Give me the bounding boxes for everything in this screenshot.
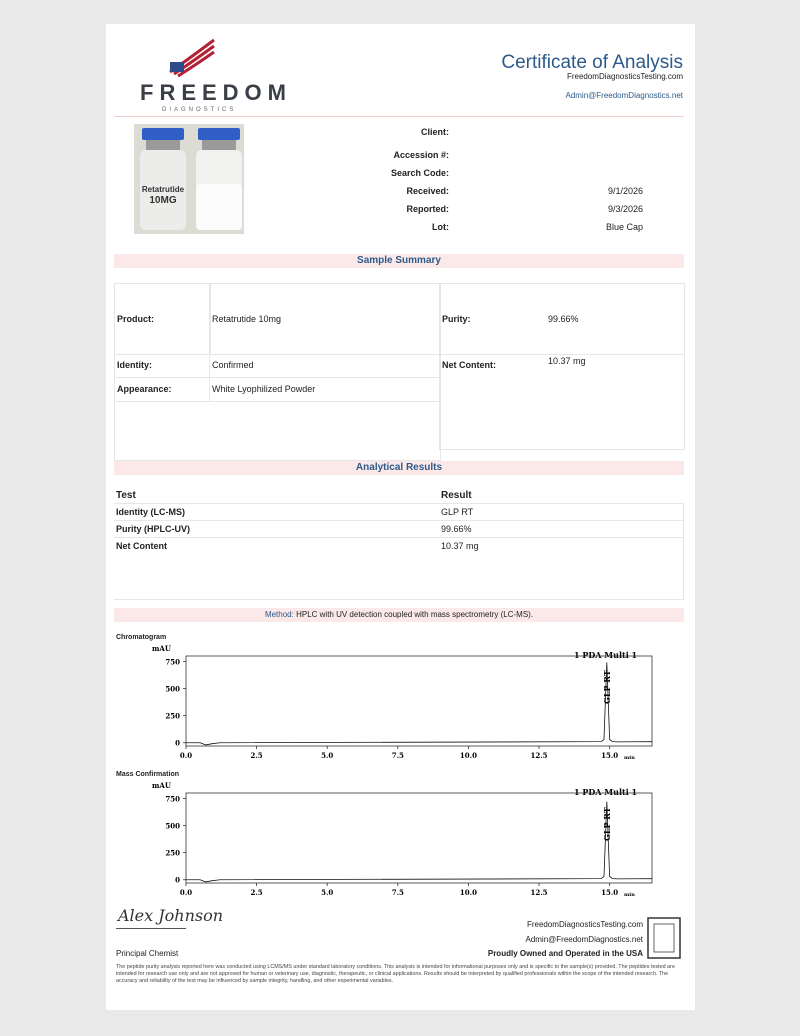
- y-tick-label: 0: [175, 738, 180, 748]
- signature: Alex Johnson: [118, 906, 224, 925]
- mass-confirmation-title: Mass Confirmation: [116, 771, 180, 778]
- x-tick-label: 0.0: [179, 751, 193, 760]
- y-tick-label: 0: [175, 875, 180, 885]
- seal-stamp: [646, 916, 682, 960]
- col-divider: [209, 353, 210, 401]
- plot-frame: [186, 656, 652, 746]
- header-email[interactable]: Admin@FreedomDiagnostics.net: [565, 91, 683, 100]
- x-tick-label: 15.0: [601, 751, 619, 760]
- x-unit-label: min: [624, 892, 635, 898]
- result-row-test: Net Content: [116, 541, 167, 551]
- x-tick-label: 10.0: [459, 751, 477, 760]
- disclaimer-text: The peptide purity analysis reported here was conducted using LCMS/MS under standard laboratory conditions. This analysis is intended for informational purposes only and is specific to the sample(s) provided. The peptides tested are intended for research use only and are not approved for human or veterinary use, diagnostic, therapeutic, or clinical applications. Results should be interpreted by qualified professionals within the scope of the intended research. The accuracy and reliability of the test may be influenced by sample integrity, handling, and other experimental variables.: [116, 964, 675, 984]
- row-divider: [114, 520, 684, 521]
- product-value: Retatrutide 10mg: [212, 314, 282, 324]
- certificate-page: [106, 24, 695, 1010]
- vials-image: [134, 124, 244, 234]
- result-row-value: GLP RT: [441, 507, 474, 517]
- document-title: Certificate of Analysis: [501, 52, 683, 73]
- summary-cell: [114, 353, 441, 461]
- analytical-results-header: Analytical Results: [114, 461, 684, 475]
- vial-label-line1: Retatrutide: [141, 185, 185, 194]
- appearance-value: White Lyophilized Powder: [212, 384, 316, 394]
- product-label: Product:: [117, 314, 154, 324]
- signer-title: Principal Chemist: [116, 949, 179, 958]
- reported-label: Reported:: [406, 204, 449, 214]
- method-banner: [114, 608, 684, 622]
- footer-tagline: Proudly Owned and Operated in the USA: [487, 949, 643, 958]
- header-divider: [114, 116, 684, 117]
- net-content-value: 10.37 mg: [548, 356, 586, 366]
- y-tick-label: 250: [165, 848, 180, 858]
- x-tick-label: 0.0: [179, 888, 193, 897]
- search-code-label: Search Code:: [390, 168, 449, 178]
- detector-label: 1 PDA Multi 1: [574, 787, 638, 797]
- y-unit-label: mAU: [152, 781, 171, 790]
- x-tick-label: 7.5: [391, 888, 404, 897]
- x-unit-label: min: [624, 755, 635, 761]
- accession-label: Accession #:: [393, 150, 449, 160]
- detector-label: 1 PDA Multi 1: [574, 650, 638, 660]
- x-tick-label: 2.5: [250, 751, 263, 760]
- received-value: 9/1/2026: [607, 186, 643, 196]
- lot-value: Blue Cap: [605, 222, 643, 232]
- method-label: Method:: [264, 610, 294, 619]
- x-tick-label: 5.0: [321, 751, 334, 760]
- result-row-test: Identity (LC-MS): [116, 507, 185, 517]
- method-text: HPLC with UV detection coupled with mass spectrometry (LC-MS).: [296, 610, 534, 619]
- result-row-test: Purity (HPLC-UV): [116, 524, 190, 534]
- plot-frame: [186, 793, 652, 883]
- x-tick-label: 12.5: [530, 751, 548, 760]
- appearance-label: Appearance:: [117, 384, 172, 394]
- result-column-header: Result: [441, 490, 472, 501]
- y-tick-label: 750: [165, 794, 180, 804]
- chromatogram-chart: [114, 642, 684, 772]
- brand-name: FREEDOM: [140, 80, 292, 105]
- reported-value: 9/3/2026: [607, 204, 643, 214]
- client-label: Client:: [421, 127, 449, 137]
- flag-swoosh-logo: [168, 38, 218, 78]
- y-tick-label: 750: [165, 657, 180, 667]
- test-column-header: Test: [116, 490, 136, 501]
- x-tick-label: 7.5: [391, 751, 404, 760]
- received-label: Received:: [406, 186, 449, 196]
- peak-label: GLP RT: [602, 807, 612, 841]
- lot-label: Lot:: [432, 222, 449, 232]
- sample-summary-header: Sample Summary: [114, 254, 684, 268]
- purity-value: 99.66%: [548, 314, 579, 324]
- footer-email[interactable]: Admin@FreedomDiagnostics.net: [525, 935, 643, 944]
- product-photo: [134, 124, 244, 234]
- header-website[interactable]: FreedomDiagnosticsTesting.com: [566, 72, 683, 81]
- mass-confirmation-chart: [114, 779, 684, 909]
- chromatogram-title: Chromatogram: [116, 634, 167, 641]
- y-tick-label: 250: [165, 711, 180, 721]
- x-tick-label: 15.0: [601, 888, 619, 897]
- x-tick-label: 12.5: [530, 888, 548, 897]
- table-border: [683, 503, 684, 599]
- row-divider: [114, 537, 684, 538]
- footer-website[interactable]: FreedomDiagnosticsTesting.com: [526, 920, 643, 929]
- series-line: [186, 663, 652, 745]
- row-divider: [114, 599, 684, 600]
- identity-value: Confirmed: [212, 360, 254, 370]
- brand-subtitle: DIAGNOSTICS: [162, 107, 237, 113]
- net-content-label: Net Content:: [442, 360, 496, 370]
- series-line: [186, 802, 652, 882]
- purity-label: Purity:: [442, 314, 471, 324]
- x-tick-label: 2.5: [250, 888, 263, 897]
- x-tick-label: 10.0: [459, 888, 477, 897]
- result-row-value: 10.37 mg: [441, 541, 479, 551]
- peak-label: GLP RT: [602, 670, 612, 704]
- vial-label-line2: 10MG: [149, 195, 177, 206]
- identity-label: Identity:: [117, 360, 152, 370]
- row-divider: [114, 503, 684, 504]
- y-unit-label: mAU: [152, 644, 171, 653]
- signature-line: [116, 928, 186, 929]
- row-divider: [114, 401, 439, 402]
- row-divider: [114, 377, 439, 378]
- result-row-value: 99.66%: [441, 524, 472, 534]
- y-tick-label: 500: [165, 684, 180, 694]
- y-tick-label: 500: [165, 821, 180, 831]
- x-tick-label: 5.0: [321, 888, 334, 897]
